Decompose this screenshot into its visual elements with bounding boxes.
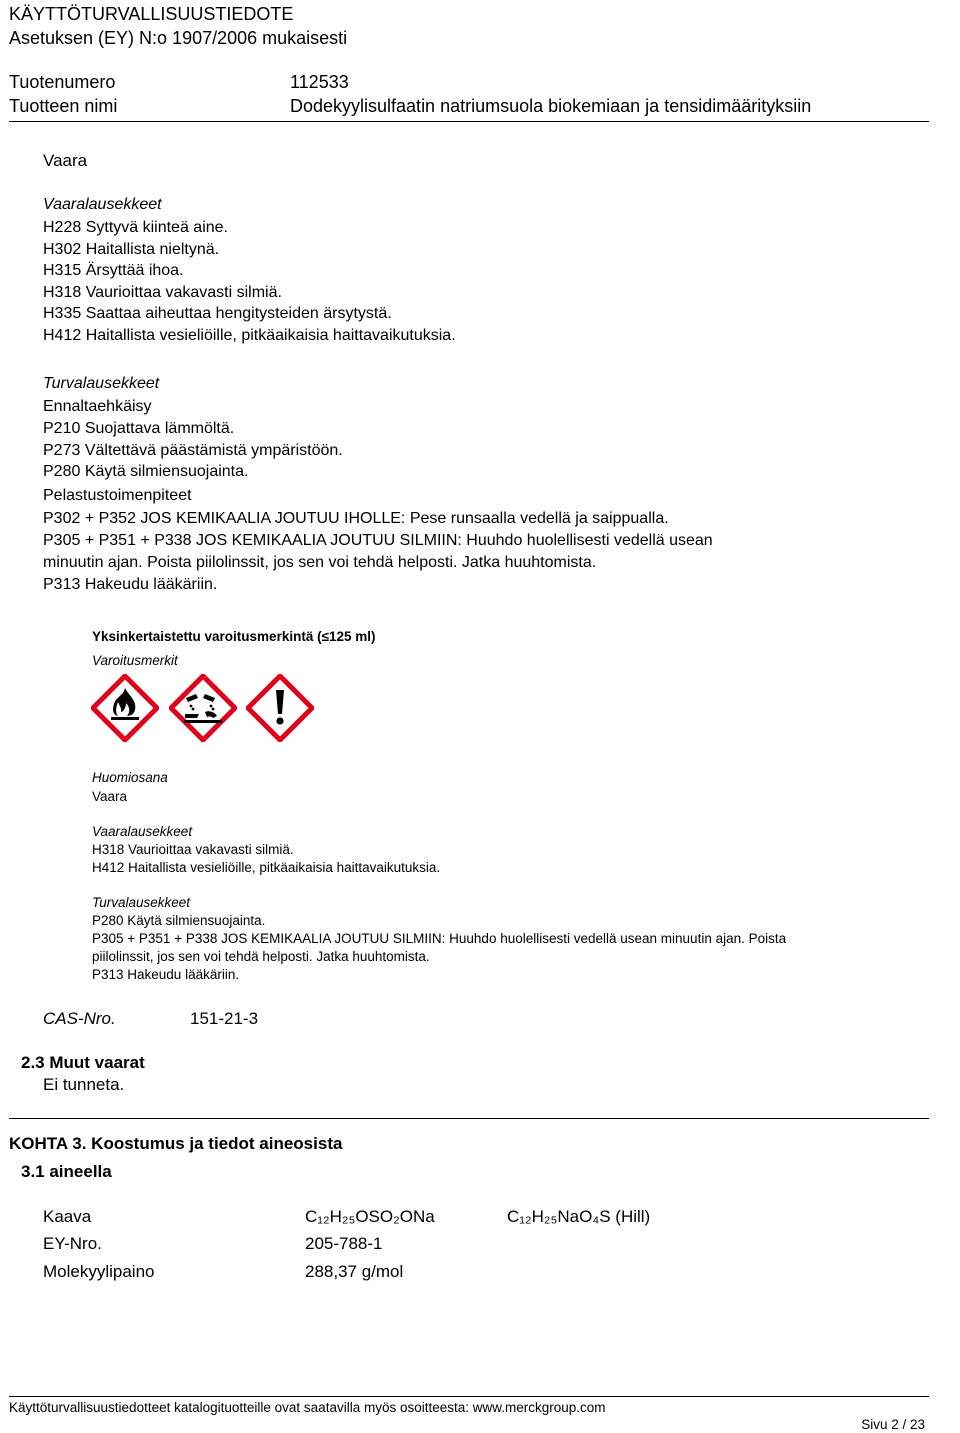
- simplified-label-title: Yksinkertaistettu varoitusmerkintä (≤125 ml): [92, 629, 376, 644]
- hazard-statement: H228 Syttyvä kiinteä aine.: [43, 219, 228, 236]
- simplified-precaution-heading: Turvalausekkeet: [92, 895, 191, 910]
- exclamation-icon: [246, 674, 314, 742]
- formula-label: Kaava: [43, 1207, 92, 1226]
- footer-note: Käyttöturvallisuustiedotteet katalogituotteille ovat saatavilla myös osoitteesta: www.merckgroup.com: [9, 1400, 606, 1415]
- precaution-statement: P280 Käytä silmiensuojainta.: [92, 913, 266, 928]
- precaution-statement: P210 Suojattava lämmöltä.: [43, 420, 235, 437]
- product-number: 112533: [290, 72, 349, 92]
- response-heading: Pelastustoimenpiteet: [43, 487, 192, 504]
- precaution-heading: Turvalausekkeet: [43, 375, 160, 392]
- precaution-statement: piilolinssit, jos sen voi tehdä helposti. Jatka huuhtomista.: [92, 949, 430, 964]
- product-number-label: Tuotenumero: [9, 72, 116, 92]
- precaution-statement: P305 + P351 + P338 JOS KEMIKAALIA JOUTUU SILMIIN: Huuhdo huolellisesti vedellä usean minuutin ajan. Poista: [92, 931, 787, 946]
- precaution-statement: P305 + P351 + P338 JOS KEMIKAALIA JOUTUU SILMIIN: Huuhdo huolellisesti vedellä usean: [43, 532, 713, 549]
- other-hazards-text: Ei tunneta.: [43, 1075, 125, 1094]
- signal-word: Vaara: [43, 151, 88, 170]
- hazard-list: [43, 217, 456, 346]
- prevention-list: [43, 418, 343, 483]
- hazard-statement: H315 Ärsyttää ihoa.: [43, 262, 184, 279]
- precaution-statement: P313 Hakeudu lääkäriin.: [92, 967, 240, 982]
- section-divider: [9, 1118, 929, 1119]
- ec-number: 205-788-1: [305, 1234, 383, 1253]
- simplified-hazard-heading: Vaaralausekkeet: [92, 824, 193, 839]
- hazard-statement: H412 Haitallista vesieliöille, pitkäaikaisia haittavaikutuksia.: [43, 326, 456, 344]
- document-title: KÄYTTÖTURVALLISUUSTIEDOTE: [9, 4, 294, 24]
- molecular-weight-label: Molekyylipaino: [43, 1262, 155, 1281]
- product-name: Dodekyylisulfaatin natriumsuola biokemiaan ja tensidimäärityksiin: [290, 96, 812, 116]
- other-hazards-heading: 2.3 Muut vaarat: [21, 1053, 145, 1072]
- cas-label: CAS-Nro.: [43, 1009, 116, 1028]
- hazard-statement: H318 Vaurioittaa vakavasti silmiä.: [92, 842, 294, 857]
- ec-number-label: EY-Nro.: [43, 1234, 102, 1253]
- header-divider: [9, 121, 929, 122]
- formula-value: C₁₂H₂₅OSO₂ONa: [305, 1207, 435, 1226]
- response-list: [43, 508, 713, 596]
- pictograms-heading: Varoitusmerkit: [92, 653, 178, 668]
- simplified-precaution-list: [92, 912, 786, 984]
- precaution-statement: P273 Vältettävä päästämistä ympäristöön.: [43, 441, 343, 459]
- page-number: Sivu 2 / 23: [861, 1417, 925, 1432]
- section-3-1-heading: 3.1 aineella: [21, 1162, 112, 1181]
- precaution-statement: minuutin ajan. Poista piilolinssit, jos sen voi tehdä helposti. Jatka huuhtomista.: [43, 554, 597, 571]
- hill-formula-value: C₁₂H₂₅NaO₄S (Hill): [507, 1207, 651, 1226]
- hazard-statement: H302 Haitallista nieltynä.: [43, 240, 220, 258]
- precaution-statement: P313 Hakeudu lääkäriin.: [43, 576, 218, 593]
- product-name-label: Tuotteen nimi: [9, 96, 118, 116]
- footer-divider: [9, 1396, 929, 1397]
- hazard-statement: H412 Haitallista vesieliöille, pitkäaikaisia haittavaikutuksia.: [92, 860, 441, 875]
- hazard-statement: H318 Vaurioittaa vakavasti silmiä.: [43, 283, 282, 301]
- regulation-subtitle: Asetuksen (EY) N:o 1907/2006 mukaisesti: [9, 28, 348, 48]
- corrosion-icon: [169, 674, 237, 742]
- flame-icon: [91, 674, 159, 742]
- hazard-heading: Vaaralausekkeet: [43, 196, 162, 213]
- hazard-statement: H335 Saattaa aiheuttaa hengitysteiden ärsytystä.: [43, 305, 392, 322]
- section-3-heading: KOHTA 3. Koostumus ja tiedot aineosista: [9, 1134, 343, 1153]
- precaution-statement: P280 Käytä silmiensuojainta.: [43, 463, 249, 480]
- simplified-signal-word: Vaara: [92, 789, 128, 804]
- molecular-weight: 288,37 g/mol: [305, 1262, 404, 1281]
- signal-word-heading: Huomiosana: [92, 770, 168, 785]
- prevention-heading: Ennaltaehkäisy: [43, 398, 152, 415]
- cas-number: 151-21-3: [190, 1009, 259, 1028]
- precaution-statement: P302 + P352 JOS KEMIKAALIA JOUTUU IHOLLE: Pese runsaalla vedellä ja saippualla.: [43, 510, 669, 527]
- simplified-hazard-list: [92, 841, 440, 877]
